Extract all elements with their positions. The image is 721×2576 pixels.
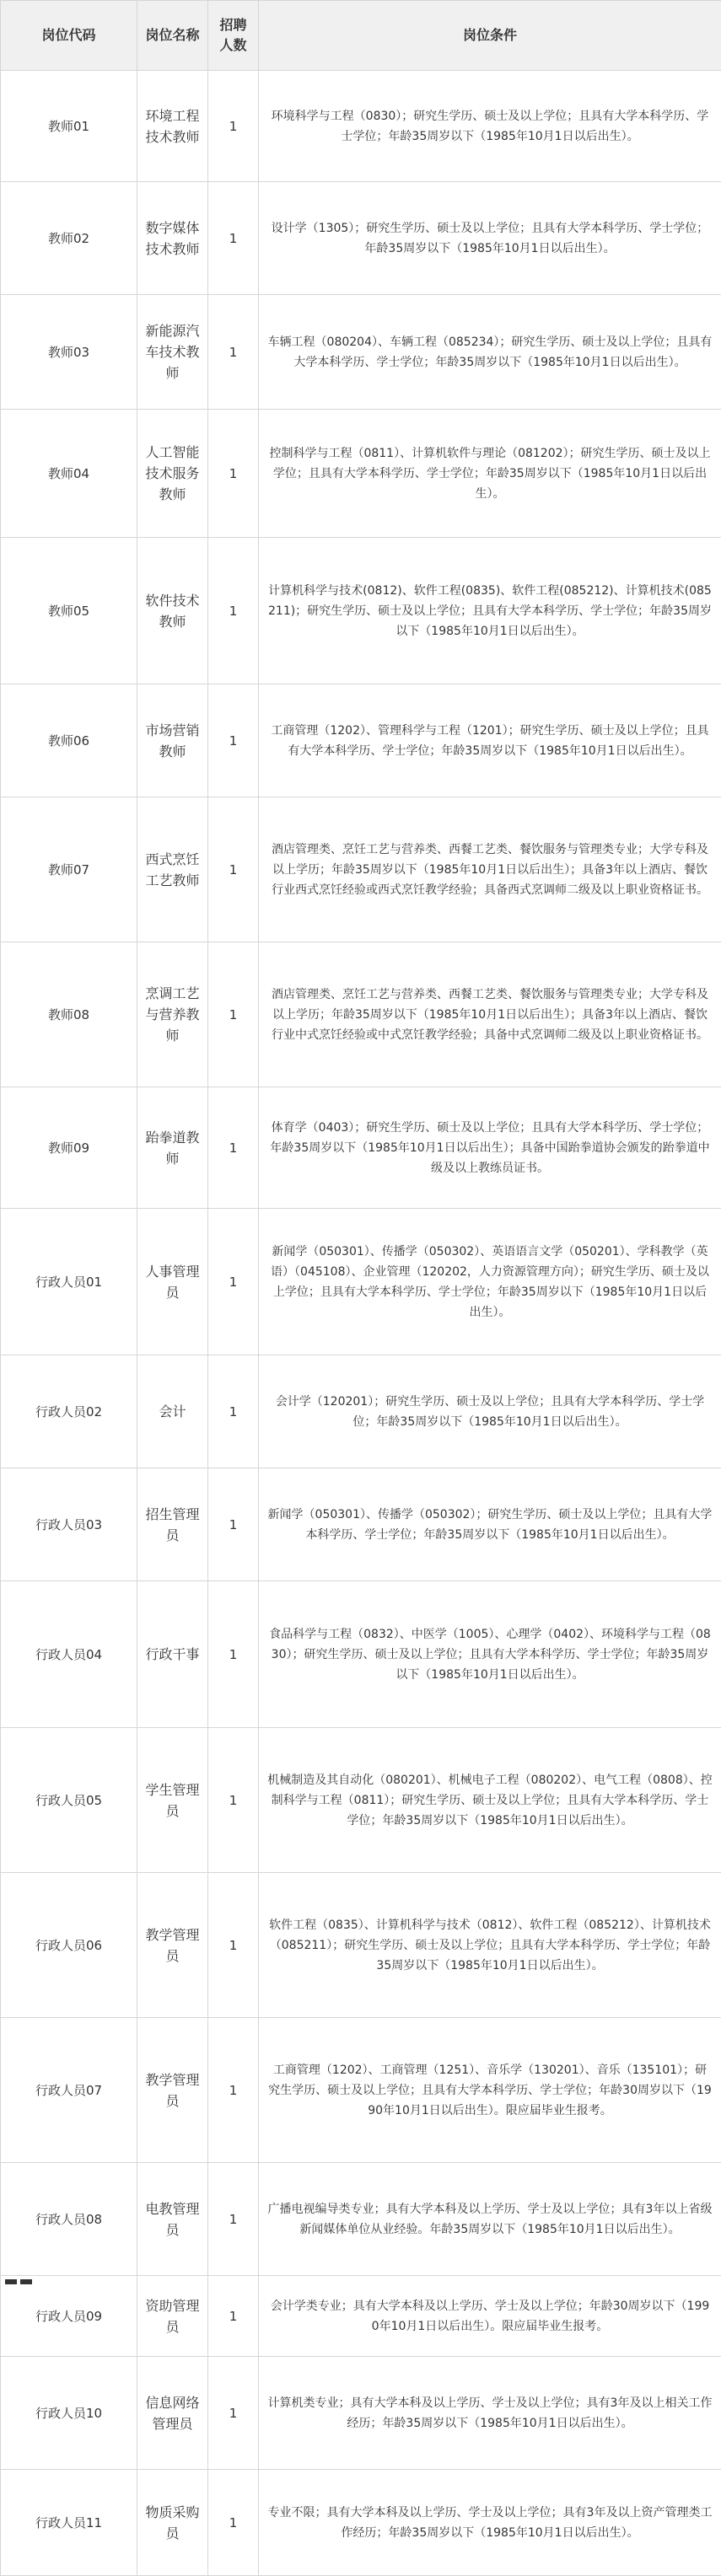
recruit-count-cell: 1 [208, 1581, 259, 1728]
recruit-count-cell: 1 [208, 2470, 259, 2576]
position-name-cell: 新能源汽车技术教师 [137, 295, 208, 410]
table-row [1, 942, 721, 1087]
table-row [1, 1468, 721, 1581]
position-conditions-cell: 车辆工程（080204）、车辆工程（085234）；研究生学历、硕士及以上学位；且具有大学本科学历、学士学位；年龄35周岁以下（1985年10月1日以后出生）。 [259, 295, 721, 410]
position-code-cell: 教师02 [1, 182, 137, 295]
table-header [1, 1, 721, 71]
position-conditions-cell: 新闻学（050301）、传播学（050302）；研究生学历、硕士及以上学位；且具有大学本科学历、学士学位；年龄35周岁以下（1985年10月1日以后出生）。 [259, 1468, 721, 1581]
position-name-cell: 市场营销教师 [137, 684, 208, 797]
position-code-cell: 行政人员02 [1, 1355, 137, 1468]
table-row [1, 2470, 721, 2576]
position-conditions-cell: 会计学（120201）；研究生学历、硕士及以上学位；且具有大学本科学历、学士学位；年龄35周岁以下（1985年10月1日以后出生）。 [259, 1355, 721, 1468]
table-row [1, 1873, 721, 2018]
position-conditions-cell: 专业不限；具有大学本科及以上学历、学士及以上学位；具有3年及以上资产管理类工作经历；年龄35周岁以下（1985年10月1日以后出生）。 [259, 2470, 721, 2576]
position-name-cell: 教学管理员 [137, 2018, 208, 2163]
position-name-cell: 学生管理员 [137, 1728, 208, 1873]
position-name-cell: 数字媒体技术教师 [137, 182, 208, 295]
position-code-cell: 行政人员10 [1, 2357, 137, 2470]
position-code-cell: 教师01 [1, 71, 137, 182]
table-row [1, 538, 721, 684]
recruit-count-cell: 1 [208, 410, 259, 538]
header-position-conditions: 岗位条件 [259, 1, 721, 71]
position-name-cell: 教学管理员 [137, 1873, 208, 2018]
position-conditions-cell: 工商管理（1202）、工商管理（1251）、音乐学（130201）、音乐（135101）；研究生学历、硕士及以上学位；且具有大学本科学历、学士学位；年龄30周岁以下（1990年10月1日以后出生）。限应届毕业生报考。 [259, 2018, 721, 2163]
table-row [1, 410, 721, 538]
position-name-cell: 招生管理员 [137, 1468, 208, 1581]
table-row [1, 1728, 721, 1873]
position-code-cell: 教师09 [1, 1087, 137, 1209]
position-conditions-cell: 计算机科学与技术(0812)、软件工程(0835)、软件工程(085212)、计算机技术(085211)；研究生学历、硕士及以上学位；且具有大学本科学历、学士学位；年龄35周岁以下（1985年10月1日以后出生）。 [259, 538, 721, 684]
position-code-cell: 行政人员11 [1, 2470, 137, 2576]
table-row [1, 2018, 721, 2163]
recruit-count-cell: 1 [208, 684, 259, 797]
position-name-cell: 跆拳道教师 [137, 1087, 208, 1209]
position-conditions-cell: 会计学类专业；具有大学本科及以上学历、学士及以上学位；年龄30周岁以下（1990年10月1日以后出生）。限应届毕业生报考。 [259, 2276, 721, 2357]
header-position-name: 岗位名称 [137, 1, 208, 71]
recruit-count-cell: 1 [208, 538, 259, 684]
table-row [1, 797, 721, 942]
position-code-cell: 行政人员05 [1, 1728, 137, 1873]
recruit-count-cell: 1 [208, 1209, 259, 1355]
header-row [1, 1, 721, 71]
recruit-count-cell: 1 [208, 295, 259, 410]
position-name-cell: 资助管理员 [137, 2276, 208, 2357]
position-code-cell: 行政人员09 [1, 2276, 137, 2357]
position-name-cell: 物质采购员 [137, 2470, 208, 2576]
position-code-cell: 教师08 [1, 942, 137, 1087]
position-code-cell: 教师04 [1, 410, 137, 538]
table-row [1, 295, 721, 410]
position-name-cell: 信息网络管理员 [137, 2357, 208, 2470]
table-row [1, 2276, 721, 2357]
recruit-count-cell: 1 [208, 797, 259, 942]
recruit-count-cell: 1 [208, 942, 259, 1087]
header-recruit-count: 招聘人数 [208, 1, 259, 71]
position-name-cell: 软件技术教师 [137, 538, 208, 684]
header-position-code: 岗位代码 [1, 1, 137, 71]
position-code-cell: 教师03 [1, 295, 137, 410]
position-conditions-cell: 体育学（0403）；研究生学历、硕士及以上学位；且具有大学本科学历、学士学位；年龄35周岁以下（1985年10月1日以后出生）；具备中国跆拳道协会颁发的跆拳道中级及以上教练员证书。 [259, 1087, 721, 1209]
table-body [1, 71, 721, 2576]
table-row [1, 1581, 721, 1728]
recruit-count-cell: 1 [208, 2276, 259, 2357]
table-row [1, 684, 721, 797]
table-row [1, 1087, 721, 1209]
position-code-cell: 行政人员01 [1, 1209, 137, 1355]
position-code-cell: 行政人员04 [1, 1581, 137, 1728]
recruit-count-cell: 1 [208, 1468, 259, 1581]
table-row [1, 182, 721, 295]
position-conditions-cell: 工商管理（1202）、管理科学与工程（1201）；研究生学历、硕士及以上学位；且具有大学本科学历、学士学位；年龄35周岁以下（1985年10月1日以后出生）。 [259, 684, 721, 797]
table-row [1, 1209, 721, 1355]
position-conditions-cell: 设计学（1305）；研究生学历、硕士及以上学位；且具有大学本科学历、学士学位；年龄35周岁以下（1985年10月1日以后出生）。 [259, 182, 721, 295]
recruit-count-cell: 1 [208, 1873, 259, 2018]
position-conditions-cell: 计算机类专业；具有大学本科及以上学历、学士及以上学位；具有3年及以上相关工作经历；年龄35周岁以下（1985年10月1日以后出生）。 [259, 2357, 721, 2470]
position-name-cell: 电教管理员 [137, 2163, 208, 2276]
position-conditions-cell: 食品科学与工程（0832）、中医学（1005）、心理学（0402）、环境科学与工程（0830）；研究生学历、硕士及以上学位；且具有大学本科学历、学士学位；年龄35周岁以下（1985年10月1日以后出生）。 [259, 1581, 721, 1728]
table-row [1, 2163, 721, 2276]
position-code-cell: 教师07 [1, 797, 137, 942]
position-name-cell: 环境工程技术教师 [137, 71, 208, 182]
recruit-count-cell: 1 [208, 1728, 259, 1873]
recruit-count-cell: 1 [208, 71, 259, 182]
position-conditions-cell: 酒店管理类、烹饪工艺与营养类、西餐工艺类、餐饮服务与管理类专业；大学专科及以上学历；年龄35周岁以下（1985年10月1日以后出生）；具备3年以上酒店、餐饮行业西式烹饪经验或西式烹饪教学经验；具备西式烹调师二级及以上职业资格证书。 [259, 797, 721, 942]
position-name-cell: 会计 [137, 1355, 208, 1468]
position-conditions-cell: 广播电视编导类专业；具有大学本科及以上学历、学士及以上学位；具有3年以上省级新闻媒体单位从业经验。年龄35周岁以下（1985年10月1日以后出生）。 [259, 2163, 721, 2276]
recruit-count-cell: 1 [208, 2163, 259, 2276]
position-name-cell: 人事管理员 [137, 1209, 208, 1355]
position-conditions-cell: 酒店管理类、烹饪工艺与营养类、西餐工艺类、餐饮服务与管理类专业；大学专科及以上学历；年龄35周岁以下（1985年10月1日以后出生）；具备3年以上酒店、餐饮行业中式烹饪经验或中式烹饪教学经验；具备中式烹调师二级及以上职业资格证书。 [259, 942, 721, 1087]
position-conditions-cell: 软件工程（0835）、计算机科学与技术（0812）、软件工程（085212）、计算机技术（085211）；研究生学历、硕士及以上学位；且具有大学本科学历、学士学位；年龄35周岁以下（1985年10月1日以后出生）。 [259, 1873, 721, 2018]
recruit-count-cell: 1 [208, 2357, 259, 2470]
position-code-cell: 行政人员03 [1, 1468, 137, 1581]
recruit-count-cell: 1 [208, 182, 259, 295]
position-name-cell: 烹调工艺与营养教师 [137, 942, 208, 1087]
position-name-cell: 西式烹饪工艺教师 [137, 797, 208, 942]
position-conditions-cell: 新闻学（050301）、传播学（050302）、英语语言文学（050201）、学科教学（英语）（045108）、企业管理（120202，人力资源管理方向）；研究生学历、硕士及以上学位；且具有大学本科学历、学士学位；年龄35周岁以下（1985年10月1日以后出生）。 [259, 1209, 721, 1355]
recruit-count-cell: 1 [208, 1355, 259, 1468]
position-conditions-cell: 环境科学与工程（0830）；研究生学历、硕士及以上学位；且具有大学本科学历、学士学位；年龄35周岁以下（1985年10月1日以后出生）。 [259, 71, 721, 182]
position-code-cell: 教师05 [1, 538, 137, 684]
table-row [1, 2357, 721, 2470]
position-code-cell: 行政人员08 [1, 2163, 137, 2276]
position-code-cell: 行政人员07 [1, 2018, 137, 2163]
position-code-cell: 行政人员06 [1, 1873, 137, 2018]
position-code-cell: 教师06 [1, 684, 137, 797]
position-conditions-cell: 机械制造及其自动化（080201）、机械电子工程（080202）、电气工程（0808）、控制科学与工程（0811）；研究生学历、硕士及以上学位；且具有大学本科学历、学士学位；年龄35周岁以下（1985年10月1日以后出生）。 [259, 1728, 721, 1873]
table-row [1, 1355, 721, 1468]
table-row [1, 71, 721, 182]
position-name-cell: 行政干事 [137, 1581, 208, 1728]
truncated-text-fragment [5, 2271, 56, 2284]
position-name-cell: 人工智能技术服务教师 [137, 410, 208, 538]
recruit-count-cell: 1 [208, 1087, 259, 1209]
recruit-count-cell: 1 [208, 2018, 259, 2163]
position-conditions-cell: 控制科学与工程（0811）、计算机软件与理论（081202）；研究生学历、硕士及以上学位；且具有大学本科学历、学士学位；年龄35周岁以下（1985年10月1日以后出生）。 [259, 410, 721, 538]
